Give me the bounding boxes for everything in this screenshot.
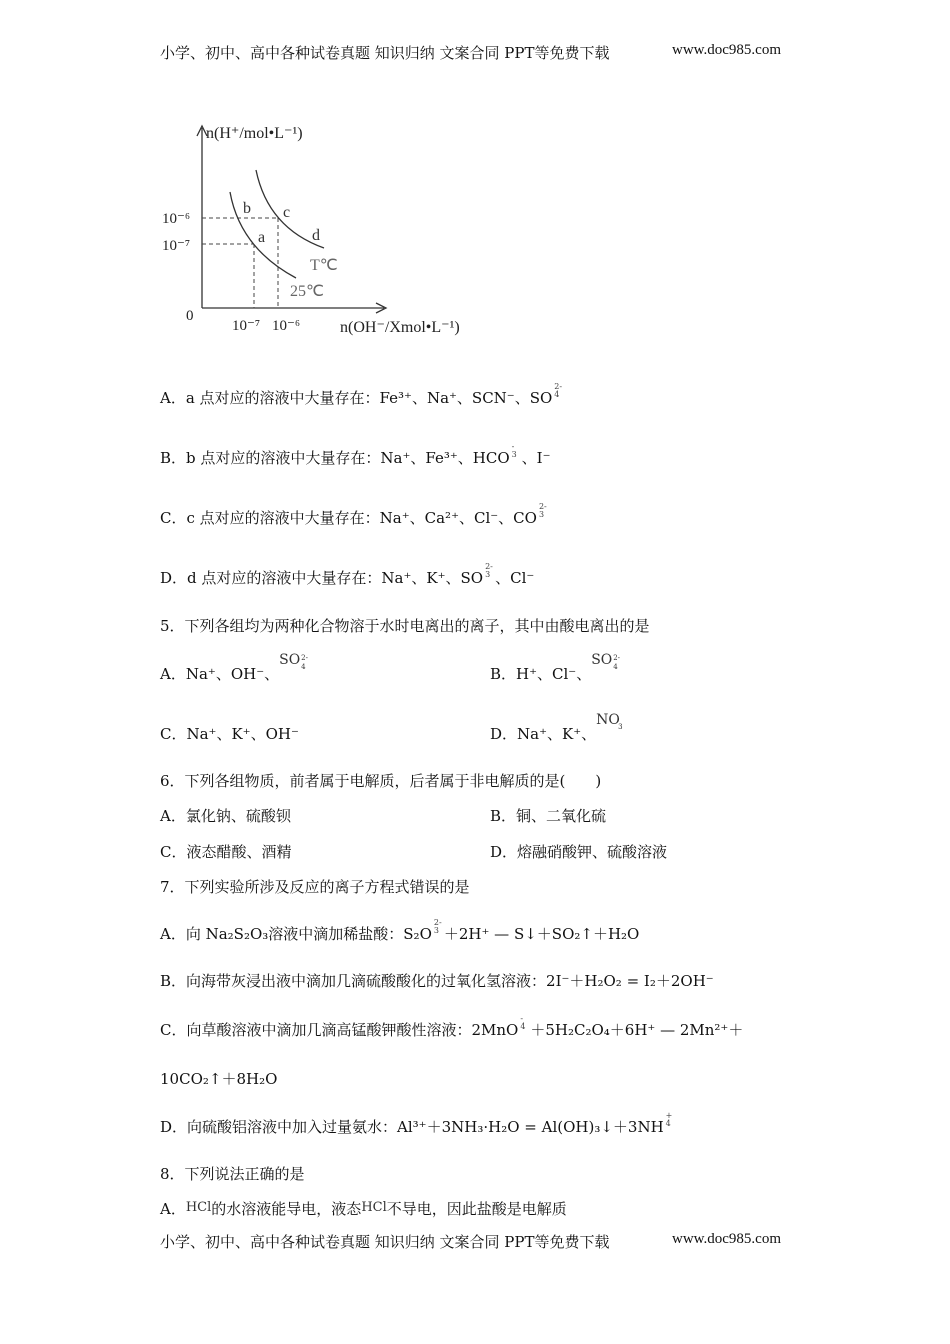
q4-option-b: B．b 点对应的溶液中大量存在：Na⁺、Fe³⁺、HCO - 3 、I⁻	[160, 442, 551, 467]
q5-option-d: D．Na⁺、K⁺、 NO 3	[490, 712, 623, 743]
q6-stem: 6．下列各组物质，前者属于电解质，后者属于非电解质的是( )	[160, 772, 602, 790]
q7-option-c: C．向草酸溶液中滴加几滴高锰酸钾酸性溶液：2MnO - 4 ＋5H₂C₂O₄＋6H⁺ — 2Mn²⁺＋	[160, 1014, 744, 1039]
page-footer	[160, 1231, 782, 1252]
x-tick-6: 10⁻⁶	[272, 318, 301, 334]
header-text: 小学、初中、高中各种试卷真题 知识归纳 文案合同 PPT等免费下载	[160, 44, 610, 62]
q7-stem: 7．下列实验所涉及反应的离子方程式错误的是	[160, 878, 470, 896]
x-tick-7: 10⁻⁷	[232, 318, 261, 334]
header-site: www.doc985.com	[672, 42, 782, 58]
q5-option-a: A．Na⁺、OH⁻、 SO 2- 4	[160, 652, 308, 683]
q5-option-c: C．Na⁺、K⁺、OH⁻	[160, 725, 299, 743]
q7-option-c-cont: 10CO₂↑＋8H₂O	[160, 1070, 278, 1088]
q5-option-b: B．H⁺、Cl⁻、 SO 2- 4	[490, 652, 621, 683]
point-b: b	[243, 200, 251, 217]
chart	[150, 110, 490, 340]
q4-option-d: D．d 点对应的溶液中大量存在：Na⁺、K⁺、SO 2- 3 、Cl⁻	[160, 562, 535, 587]
y-tick-6: 10⁻⁶	[162, 211, 191, 227]
y-label: n(H⁺/mol•L⁻¹)	[206, 125, 303, 142]
q8-option-a: A．HCl的水溶液能导电，液态HCl不导电，因此盐酸是电解质	[160, 1200, 567, 1218]
q6-option-b: B．铜、二氧化硫	[490, 807, 607, 825]
q4-option-a: A．a 点对应的溶液中大量存在：Fe³⁺、Na⁺、SCN⁻、SO 2- 4	[160, 382, 563, 407]
q7-option-b: B．向海带灰浸出液中滴加几滴硫酸酸化的过氧化氢溶液：2I⁻＋H₂O₂ = I₂＋2OH⁻	[160, 972, 714, 990]
q7-option-a: A．向 Na₂S₂O₃溶液中滴加稀盐酸：S₂O 2- 3 ＋2H⁺ — S↓＋SO₂↑＋H₂O	[160, 918, 640, 943]
q6-option-d: D．熔融硝酸钾、硫酸溶液	[490, 843, 668, 861]
label-t: T℃	[310, 257, 338, 274]
q7-option-d: D．向硫酸铝溶液中加入过量氨水：Al³⁺＋3NH₃·H₂O = Al(OH)₃↓＋3NH + 4	[160, 1111, 673, 1136]
q6-option-a: A．氯化钠、硫酸钡	[160, 807, 291, 825]
q6-option-c: C．液态醋酸、酒精	[160, 843, 292, 861]
q4-option-c: C．c 点对应的溶液中大量存在：Na⁺、Ca²⁺、Cl⁻、CO 2- 3	[160, 502, 547, 527]
y-tick-7: 10⁻⁷	[162, 238, 191, 254]
x-label: n(OH⁻/Xmol•L⁻¹)	[340, 319, 460, 336]
footer-site: www.doc985.com	[672, 1231, 782, 1247]
footer-text: 小学、初中、高中各种试卷真题 知识归纳 文案合同 PPT等免费下载	[160, 1233, 610, 1251]
q8-stem: 8．下列说法正确的是	[160, 1165, 305, 1183]
point-d: d	[312, 227, 320, 244]
point-c: c	[283, 204, 291, 221]
origin-label: 0	[186, 308, 194, 324]
label-25c: 25℃	[290, 283, 324, 300]
page-header	[160, 42, 782, 63]
point-a: a	[258, 229, 266, 246]
q5-stem: 5．下列各组均为两种化合物溶于水时电离出的离子，其中由酸电离出的是	[160, 617, 650, 635]
